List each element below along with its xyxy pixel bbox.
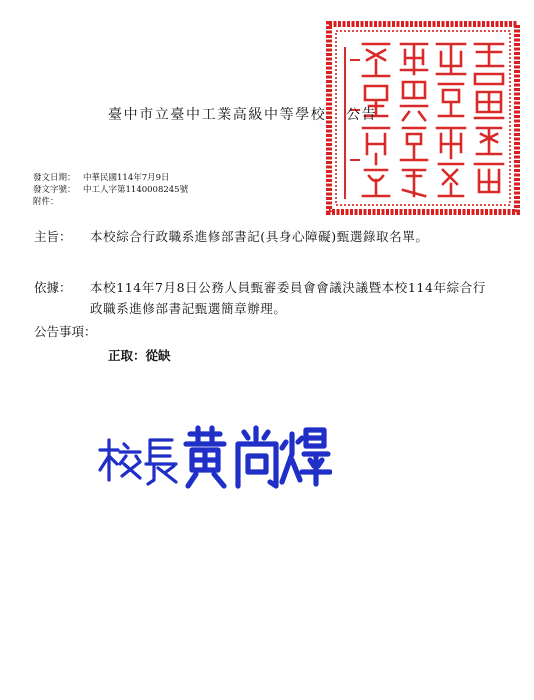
document-meta bbox=[33, 172, 188, 208]
document-number-value: 中工人字第1140008245號 bbox=[83, 185, 189, 195]
signature-graphic bbox=[92, 420, 332, 496]
basis-text: 本校114年7月8日公務人員甄審委員會會議決議暨本校114年綜合行政職系進修部書記甄選簡章辦理。 bbox=[90, 280, 486, 316]
document-number-row bbox=[33, 184, 188, 196]
document-number-label: 發文字號： bbox=[33, 185, 76, 195]
basis-label: 依據： bbox=[34, 280, 72, 295]
notice-heading: 公告事項： bbox=[34, 324, 97, 339]
subject-text: 本校綜合行政職系進修部書記(具身心障礙)甄選錄取名單。 bbox=[90, 229, 429, 244]
attachment-row bbox=[33, 196, 188, 208]
school-name-title: 臺中市立臺中工業高級中等學校 bbox=[108, 107, 327, 123]
subject-label: 主旨： bbox=[34, 229, 72, 244]
issue-date-value: 中華民國114年7月9日 bbox=[83, 173, 170, 183]
issue-date-label: 發文日期： bbox=[33, 173, 76, 183]
notice-result-line: 正取：從缺 bbox=[108, 348, 171, 363]
principal-signature bbox=[92, 420, 332, 496]
issue-date-row bbox=[33, 172, 188, 184]
attachment-label: 附件： bbox=[33, 197, 59, 207]
document-type-label: 公告 bbox=[346, 107, 378, 123]
